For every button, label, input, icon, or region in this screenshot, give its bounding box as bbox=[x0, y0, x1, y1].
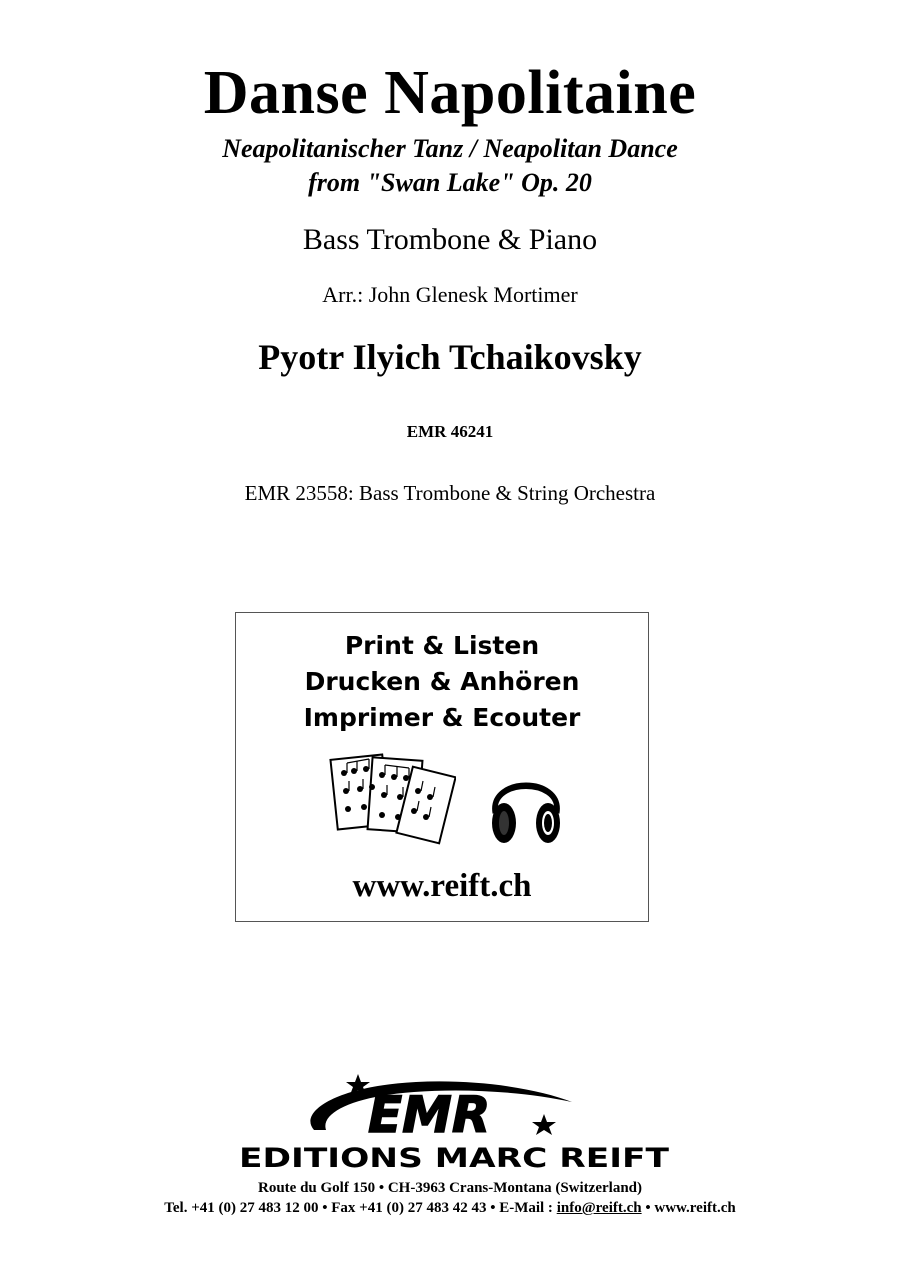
instrumentation: Bass Trombone & Piano bbox=[302, 223, 598, 256]
headphones-icon bbox=[486, 761, 566, 849]
publisher-address: Route du Golf 150 • CH-3963 Crans-Montana (Switzerland) bbox=[258, 1180, 642, 1196]
publisher-name bbox=[236, 1141, 672, 1171]
publisher-name-text: EDITIONS MARC REIFT bbox=[239, 1143, 670, 1171]
print-listen-line-fr: Imprimer & Ecouter bbox=[303, 703, 581, 732]
subtitle-line-1: Neapolitanischer Tanz / Neapolitan Dance bbox=[222, 134, 678, 163]
print-listen-line-en: Print & Listen bbox=[344, 631, 540, 660]
emr-logo bbox=[296, 1072, 586, 1142]
sheet-music-icon bbox=[326, 751, 456, 851]
catalog-number: EMR 46241 bbox=[406, 422, 494, 441]
website-url[interactable]: www.reift.ch bbox=[352, 868, 532, 904]
title: Danse Napolitaine bbox=[203, 59, 697, 127]
publisher-contact bbox=[0, 1200, 900, 1217]
arranger: Arr.: John Glenesk Mortimer bbox=[322, 282, 578, 307]
print-listen-line-de: Drucken & Anhören bbox=[304, 667, 580, 696]
print-listen-box bbox=[235, 612, 649, 922]
contact-prefix: Tel. +41 (0) 27 483 12 00 • Fax +41 (0) 27 483 42 43 • E-Mail : bbox=[164, 1200, 557, 1216]
emr-logo-text: EMR bbox=[368, 1086, 491, 1142]
contact-suffix: • www.reift.ch bbox=[641, 1200, 736, 1216]
subtitle-line-2: from "Swan Lake" Op. 20 bbox=[308, 168, 592, 197]
alternate-edition: EMR 23558: Bass Trombone & String Orchestra bbox=[244, 481, 656, 505]
email-link[interactable]: info@reift.ch bbox=[556, 1200, 642, 1216]
composer: Pyotr Ilyich Tchaikovsky bbox=[258, 337, 642, 377]
